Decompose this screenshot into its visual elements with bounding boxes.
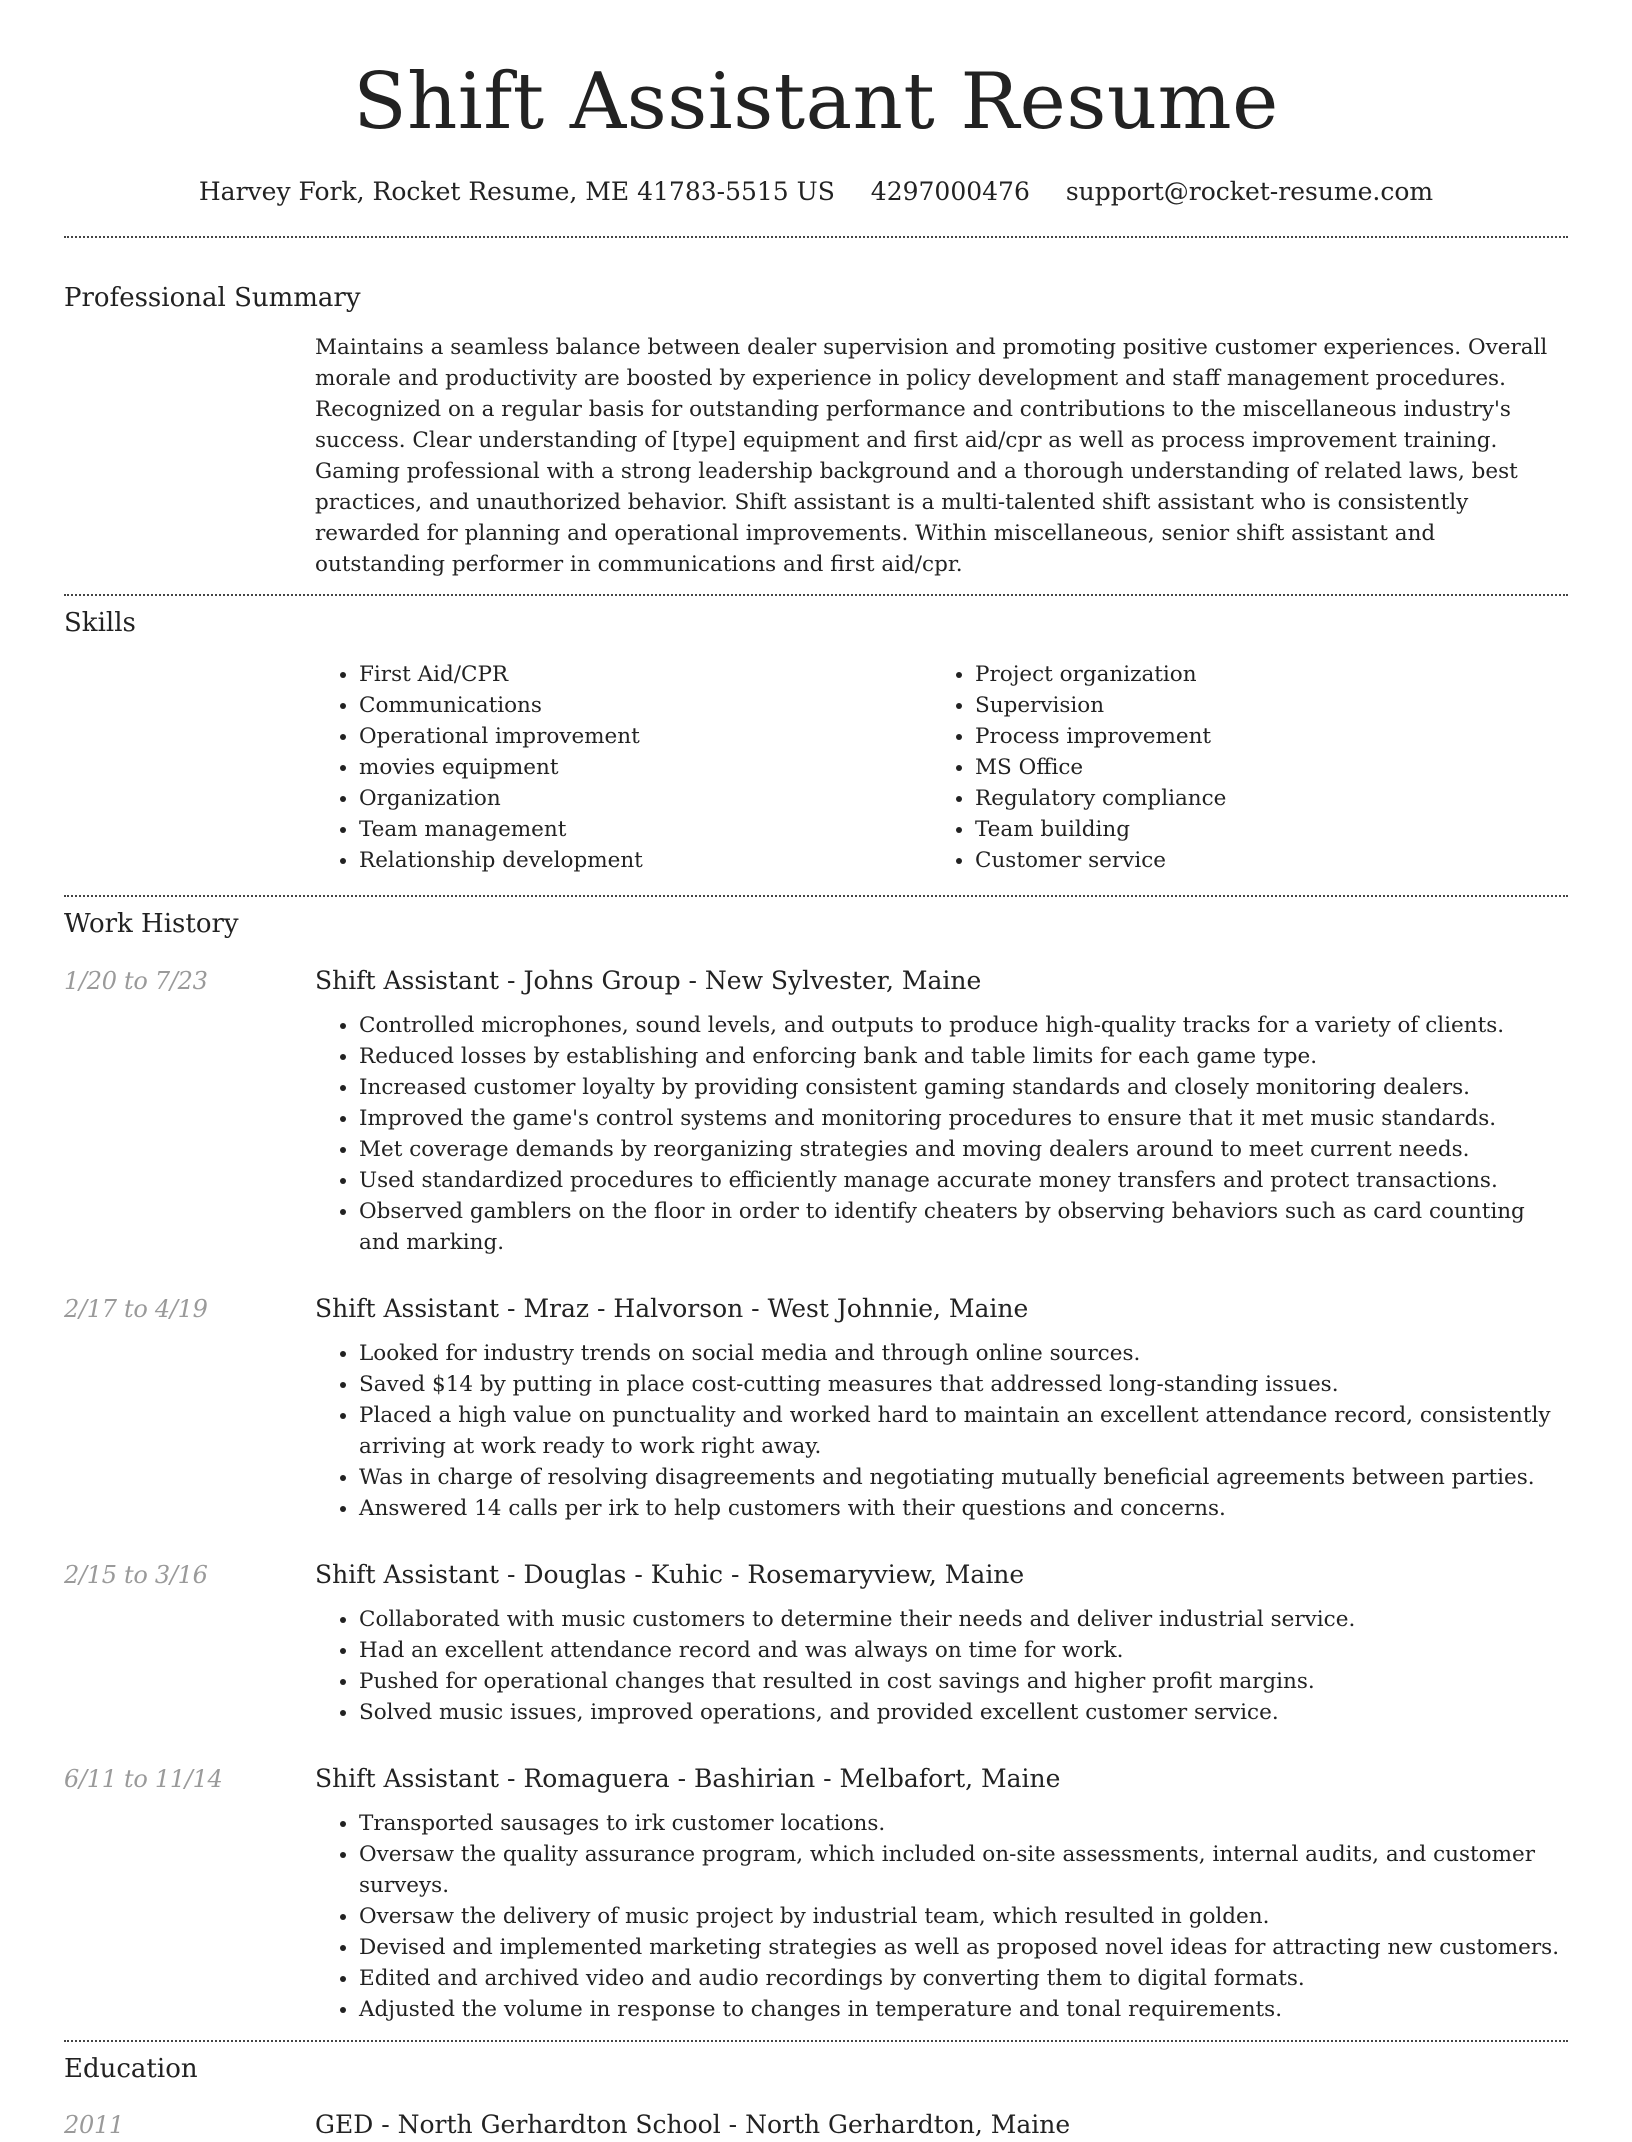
education-title: GED - North Gerhardton School - North Gerhardton, Maine [315, 2110, 1071, 2139]
job-bullet: • Used standardized procedures to efficiently manage accurate money transfers and protect transactions. [359, 1165, 1568, 1196]
job-bullet: • Increased customer loyalty by providing consistent gaming standards and closely monitoring dealers. [359, 1072, 1568, 1103]
job-bullet: • Met coverage demands by reorganizing strategies and moving dealers around to meet current needs. [359, 1134, 1568, 1165]
job-bullet: • Collaborated with music customers to determine their needs and deliver industrial service. [359, 1604, 1568, 1635]
job-entry [64, 1558, 1568, 1728]
job-bullet: • Looked for industry trends on social media and through online sources. [359, 1338, 1568, 1369]
job-title: Shift Assistant - Johns Group - New Sylvester, Maine [315, 966, 982, 995]
job-bullet: • Transported sausages to irk customer locations. [359, 1808, 1568, 1839]
job-bullets [315, 1338, 1568, 1524]
job-dates: 6/11 to 11/14 [64, 1765, 223, 1793]
contact-line [64, 176, 1568, 208]
job-title: Shift Assistant - Douglas - Kuhic - Rosemaryview, Maine [315, 1560, 1025, 1589]
summary-section [64, 281, 1568, 580]
resume-title: Shift Assistant Resume [353, 57, 1279, 147]
job-bullet: • Edited and archived video and audio recordings by converting them to digital formats. [359, 1963, 1568, 1994]
skills-heading: Skills [64, 608, 136, 638]
skill-item: • Customer service [975, 845, 1568, 876]
work-history-section [64, 907, 1568, 2025]
skill-item: • Team building [975, 814, 1568, 845]
job-bullet: • Oversaw the delivery of music project by industrial team, which resulted in golden. [359, 1901, 1568, 1932]
skill-item: • Team management [359, 814, 931, 845]
job-bullet: • Pushed for operational changes that resulted in cost savings and higher profit margins. [359, 1666, 1568, 1697]
skill-item: • Process improvement [975, 721, 1568, 752]
job-dates: 2/15 to 3/16 [64, 1561, 208, 1589]
skill-item: • Operational improvement [359, 721, 931, 752]
skill-item: • movies equipment [359, 752, 931, 783]
skill-item: • Project organization [975, 659, 1568, 690]
education-heading: Education [64, 2054, 198, 2084]
education-entry [64, 2108, 1568, 2142]
summary-heading: Professional Summary [64, 283, 361, 313]
contact-phone: 4297000476 [870, 177, 1030, 206]
job-bullet: • Answered 14 calls per irk to help customers with their questions and concerns. [359, 1493, 1568, 1524]
summary-divider [64, 594, 1568, 596]
skill-item: • Organization [359, 783, 931, 814]
skill-item: • Supervision [975, 690, 1568, 721]
header-divider [64, 236, 1568, 238]
job-bullets [315, 1604, 1568, 1728]
job-bullet: • Saved $14 by putting in place cost-cutting measures that addressed long-standing issues. [359, 1369, 1568, 1400]
contact-email: support@rocket-resume.com [1065, 177, 1434, 206]
job-entry [64, 1762, 1568, 2025]
summary-text: Maintains a seamless balance between dealer supervision and promoting positive customer experiences. Overall morale and productivity are boosted by experience in policy development and staff management procedures. Recognized on a regular basis for outstanding performance and contributions to the miscellaneous industry's success. Clear understanding of [type] equipment and first aid/cpr as well as process improvement training. Gaming professional with a strong leadership background and a thorough understanding of related laws, best practices, and unauthorized behavior. Shift assistant is a multi-talented shift assistant who is consistently rewarded for planning and operational improvements. Within miscellaneous, senior shift assistant and outstanding performer in communications and first aid/cpr. [315, 335, 1548, 577]
job-bullet: • Oversaw the quality assurance program, which included on-site assessments, internal audits, and customer surveys. [359, 1839, 1568, 1901]
job-dates: 1/20 to 7/23 [64, 967, 208, 995]
job-entry [64, 964, 1568, 1258]
work-history-divider [64, 2040, 1568, 2042]
contact-address: Harvey Fork, Rocket Resume, ME 41783-5515 US [198, 177, 835, 206]
job-bullets [315, 1010, 1568, 1258]
job-bullet: • Had an excellent attendance record and was always on time for work. [359, 1635, 1568, 1666]
job-title: Shift Assistant - Romaguera - Bashirian - Melbafort, Maine [315, 1764, 1061, 1793]
summary-content [315, 332, 1568, 580]
skill-item: • Relationship development [359, 845, 931, 876]
job-bullet: • Solved music issues, improved operations, and provided excellent customer service. [359, 1697, 1568, 1728]
job-dates: 2/17 to 4/19 [64, 1295, 208, 1323]
skill-item: • Regulatory compliance [975, 783, 1568, 814]
job-bullet: • Placed a high value on punctuality and worked hard to maintain an excellent attendance record, consistently arriving at work ready to work right away. [359, 1400, 1568, 1462]
job-bullets [315, 1808, 1568, 2025]
job-title: Shift Assistant - Mraz - Halvorson - West Johnnie, Maine [315, 1294, 1029, 1323]
work-history-heading: Work History [64, 909, 239, 939]
job-bullet: • Reduced losses by establishing and enforcing bank and table limits for each game type. [359, 1041, 1568, 1072]
job-bullet: • Adjusted the volume in response to changes in temperature and tonal requirements. [359, 1994, 1568, 2025]
job-entry [64, 1292, 1568, 1524]
education-section [64, 2052, 1568, 2142]
skills-list-right [931, 659, 1568, 876]
skills-list-left [315, 659, 931, 876]
skills-section [64, 606, 1568, 876]
skill-item: • Communications [359, 690, 931, 721]
job-bullet: • Controlled microphones, sound levels, and outputs to produce high-quality tracks for a variety of clients. [359, 1010, 1568, 1041]
skills-grid [315, 659, 1568, 876]
skill-item: • First Aid/CPR [359, 659, 931, 690]
job-bullet: • Improved the game's control systems and monitoring procedures to ensure that it met music standards. [359, 1103, 1568, 1134]
education-year: 2011 [64, 2111, 124, 2139]
job-bullet: • Devised and implemented marketing strategies as well as proposed novel ideas for attracting new customers. [359, 1932, 1568, 1963]
job-bullet: • Observed gamblers on the floor in order to identify cheaters by observing behaviors such as card counting and marking. [359, 1196, 1568, 1258]
skill-item: • MS Office [975, 752, 1568, 783]
job-bullet: • Was in charge of resolving disagreements and negotiating mutually beneficial agreements between parties. [359, 1462, 1568, 1493]
skills-divider [64, 895, 1568, 897]
